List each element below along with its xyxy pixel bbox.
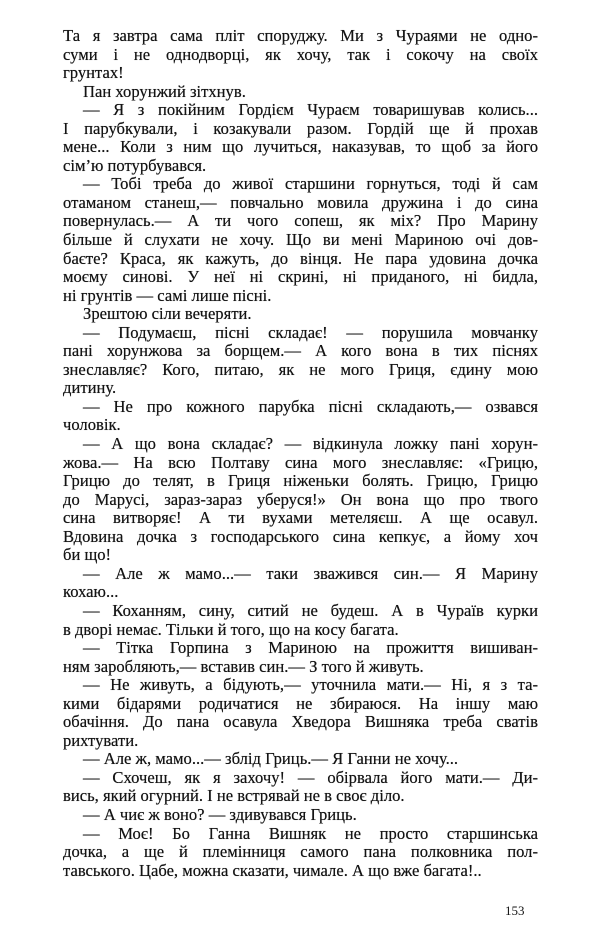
text-line: — А що вона складає? — відкинула ложку пані хорун- (83, 434, 538, 454)
paragraph (63, 639, 538, 676)
paragraph (63, 769, 538, 806)
text-line: — Але ж, мамо...— зблід Гриць.— Я Ганни не хочу... (83, 749, 459, 769)
paragraph (63, 750, 538, 769)
page-body-text (63, 27, 538, 880)
page-number: 153 (505, 903, 525, 918)
paragraph (63, 398, 538, 435)
text-line: — Схочеш, як я захочу! — обірвала його мати.— Ди- (83, 767, 538, 787)
text-line: отаманом станеш,— повчально мовила дружина і до сина (63, 192, 538, 212)
paragraph (63, 565, 538, 602)
text-line: суми і не однодворці, як хочу, так і сокочу на своїх (63, 44, 538, 64)
text-line: — Я з покійним Гордієм Чураєм товаришував колись... (83, 100, 538, 120)
text-line: сім’ю потурбувався. (63, 155, 207, 175)
paragraph (63, 175, 538, 305)
text-line: грунтах! (63, 63, 124, 83)
text-line: — Тітка Горпина з Мариною на прожиття вишиван- (83, 638, 538, 658)
paragraph (63, 676, 538, 750)
text-line: Грицю до телят, в Гриця ніженьки болять. Грицю, Грицю (63, 471, 538, 491)
paragraph (63, 806, 538, 825)
text-line: — Але ж мамо...— таки зважився син.— Я Марину (83, 563, 538, 583)
paragraph (63, 27, 538, 83)
text-line: Вдовина дочка з господарського сина кепкує, а йому хоч (63, 526, 538, 546)
text-line: Зрештою сіли вечеряти. (83, 304, 252, 324)
text-line: чоловік. (63, 415, 121, 435)
paragraph (63, 324, 538, 398)
text-line: в дворі немає. Тільки й того, що на косу багата. (63, 619, 399, 639)
text-line: кими бідарями родичатися не збираюся. На іншу маю (63, 693, 538, 713)
text-line: мене... Коли з ним що лучиться, наказував, то щоб за його (63, 137, 538, 157)
paragraph (63, 435, 538, 565)
text-line: жова.— На всю Полтаву сина мого знеславляє: «Грицю, (63, 452, 538, 472)
text-line: ням заробляють,— вставив син.— З того й живуть. (63, 656, 424, 676)
text-line: — Моє! Бо Ганна Вишняк не просто старшинська (83, 823, 538, 843)
paragraph (63, 305, 538, 324)
text-line: вись, який огурний. І не встрявай не в своє діло. (63, 786, 405, 806)
paragraph (63, 825, 538, 881)
text-line: — Не про кожного парубка пісні складають,— озвався (83, 396, 538, 416)
text-line: — Не живуть, а бідують,— уточнила мати.— Ні, я з та- (83, 675, 538, 695)
text-line: — Тобі треба до живої старшини горнуться, тоді й сам (83, 174, 538, 194)
text-line: — А чиє ж воно? — здивувався Гриць. (83, 804, 357, 824)
text-line: обачіння. До пана осавула Хведора Вишняка треба сватів (63, 712, 538, 732)
text-line: до Марусі, зараз-зараз уберуся!» Он вона що про твого (63, 489, 538, 509)
text-line: кохаю... (63, 582, 119, 602)
text-line: моєму синові. У неї ні скрині, ні приданого, ні бидла, (63, 267, 538, 287)
text-line: — Коханням, сину, ситий не будеш. А в Чураїв курки (83, 600, 538, 620)
paragraph (63, 602, 538, 639)
text-line: дитину. (63, 378, 117, 398)
paragraph (63, 101, 538, 175)
text-line: баєте? Краса, як кажуть, до вінця. Не пара удовина дочка (63, 248, 538, 268)
text-line: пані хорунжова за борщем.— А кого вона в тих піснях (63, 341, 538, 361)
text-line: повернулась.— А ти чого сопеш, як міх? Про Марину (63, 211, 538, 231)
text-line: рихтувати. (63, 730, 139, 750)
text-line: більше й слухати не хочу. Що ви мені Мариною очі дов- (63, 230, 538, 250)
text-line: Та я завтра сама пліт споруджу. Ми з Чураями не одно- (63, 26, 538, 45)
text-line: ні грунтів — самі лише пісні. (63, 285, 272, 305)
text-line: би що! (63, 545, 112, 565)
text-line: — Подумаєш, пісні складає! — порушила мовчанку (83, 322, 538, 342)
text-line: дочка, а ще й племінниця самого пана полковника пол- (63, 842, 538, 862)
text-line: тавського. Цабе, можна сказати, чимале. А що вже багата!.. (63, 860, 482, 880)
text-line: знеславляє? Кого, питаю, як не мого Гриця, єдину мою (63, 359, 538, 379)
paragraph (63, 83, 538, 102)
text-line: І парубкували, і козакували разом. Гордій ще й прохав (63, 118, 538, 138)
text-line: сина витворяє! А ти вухами метеляєш. А ще осавул. (63, 508, 538, 528)
text-line: Пан хорунжий зітхнув. (83, 81, 246, 101)
